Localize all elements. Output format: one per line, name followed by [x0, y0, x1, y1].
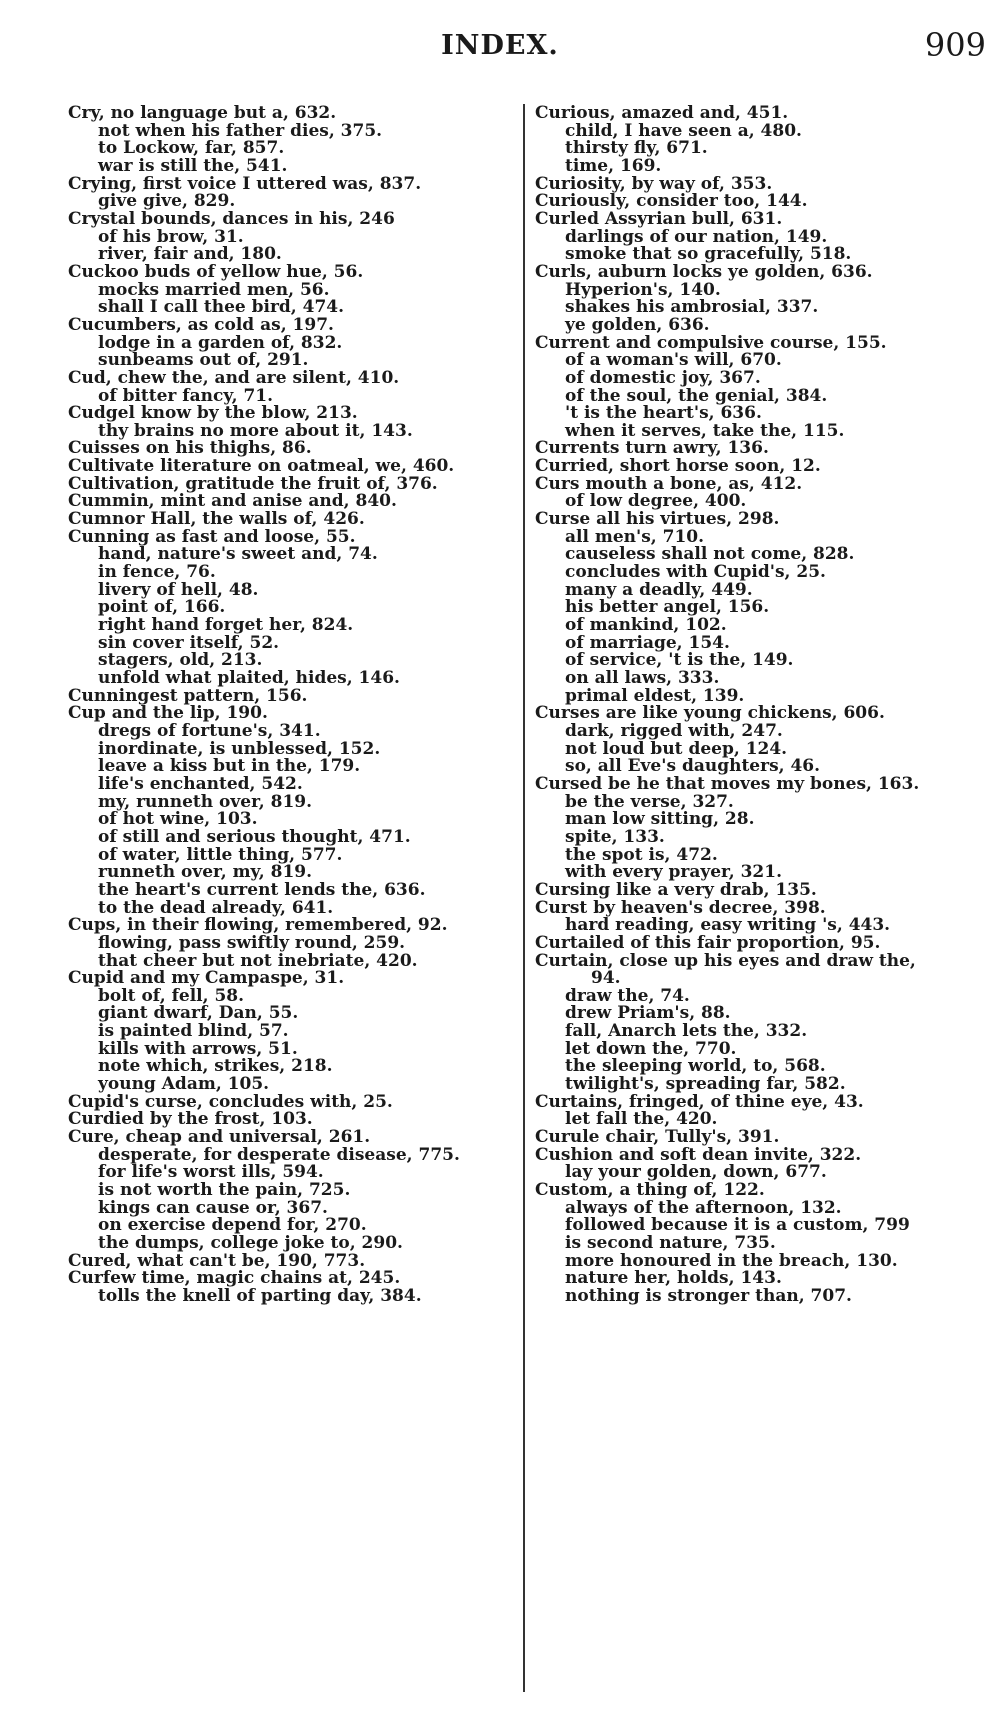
index-subentry: not loud but deep, 124.: [565, 738, 788, 759]
index-entry: Curs mouth a bone, as, 412.: [535, 473, 803, 494]
index-subentry: causeless shall not come, 828.: [565, 544, 855, 565]
index-subentry: war is still the, 541.: [98, 155, 288, 176]
index-subentry: on exercise depend for, 270.: [98, 1215, 367, 1236]
index-entry: Cuisses on his thighs, 86.: [68, 438, 312, 459]
index-subentry: thy brains no more about it, 143.: [98, 420, 413, 441]
index-subentry: always of the afternoon, 132.: [565, 1197, 842, 1218]
index-subentry: fall, Anarch lets the, 332.: [565, 1021, 808, 1042]
index-subentry: 94.: [591, 968, 621, 989]
index-subentry: of service, 't is the, 149.: [565, 650, 794, 671]
index-entry: Cup and the lip, 190.: [68, 703, 268, 724]
index-subentry: mocks married men, 56.: [98, 279, 330, 300]
index-entry: Curried, short horse soon, 12.: [535, 456, 821, 477]
index-subentry: Hyperion's, 140.: [565, 279, 721, 300]
index-subentry: bolt of, fell, 58.: [98, 985, 245, 1006]
index-subentry: darlings of our nation, 149.: [565, 226, 828, 247]
index-subentry: of water, little thing, 577.: [98, 844, 343, 865]
index-entry: Cursed be he that moves my bones, 163.: [535, 773, 920, 794]
index-subentry: all men's, 710.: [565, 526, 705, 547]
index-entry: Cups, in their flowing, remembered, 92.: [68, 915, 448, 936]
index-subentry: livery of hell, 48.: [98, 579, 259, 600]
index-entry: Curtailed of this fair proportion, 95.: [535, 932, 881, 953]
index-subentry: nothing is stronger than, 707.: [565, 1285, 852, 1306]
index-subentry: drew Priam's, 88.: [565, 1003, 731, 1024]
index-subentry: time, 169.: [565, 155, 662, 176]
index-subentry: the dumps, college joke to, 290.: [98, 1233, 403, 1253]
index-entry: Curule chair, Tully's, 391.: [535, 1127, 780, 1148]
index-entry: Curious, amazed and, 451.: [535, 103, 789, 123]
index-entry: Cured, what can't be, 190, 773.: [68, 1250, 366, 1271]
index-subentry: primal eldest, 139.: [565, 685, 745, 706]
index-subentry: that cheer but not inebriate, 420.: [98, 950, 418, 971]
index-subentry: my, runneth over, 819.: [98, 791, 313, 812]
index-subentry: hand, nature's sweet and, 74.: [98, 544, 378, 565]
index-entry: Cushion and soft dean invite, 322.: [535, 1144, 862, 1165]
index-entry: Curses are like young chickens, 606.: [535, 703, 885, 724]
index-subentry: nature her, holds, 143.: [565, 1268, 782, 1289]
index-subentry: of marriage, 154.: [565, 632, 730, 653]
index-subentry: river, fair and, 180.: [98, 244, 282, 265]
index-entry: Cursing like a very drab, 135.: [535, 879, 817, 900]
index-subentry: in fence, 76.: [98, 562, 216, 583]
index-entry: Cunningest pattern, 156.: [68, 685, 308, 706]
index-entry: Crystal bounds, dances in his, 246: [68, 208, 395, 229]
index-entry: Cupid's curse, concludes with, 25.: [68, 1091, 393, 1112]
index-subentry: note which, strikes, 218.: [98, 1056, 333, 1077]
index-entry: Curst by heaven's decree, 398.: [535, 897, 826, 918]
index-entry: Cumnor Hall, the walls of, 426.: [68, 509, 365, 530]
index-subentry: giant dwarf, Dan, 55.: [98, 1003, 299, 1024]
index-subentry: right hand forget her, 824.: [98, 615, 354, 636]
index-entry: Curdied by the frost, 103.: [68, 1109, 313, 1130]
index-subentry: shall I call thee bird, 474.: [98, 297, 345, 318]
index-subentry: thirsty fly, 671.: [565, 138, 708, 159]
index-subentry: with every prayer, 321.: [565, 862, 782, 883]
index-entry: Cultivation, gratitude the fruit of, 376.: [68, 473, 438, 494]
index-entry: Cucumbers, as cold as, 197.: [68, 314, 334, 335]
index-subentry: for life's worst ills, 594.: [98, 1162, 324, 1183]
index-subentry: draw the, 74.: [565, 985, 690, 1006]
index-subentry: more honoured in the breach, 130.: [565, 1250, 898, 1271]
index-entry: Currents turn awry, 136.: [535, 438, 769, 459]
index-subentry: of his brow, 31.: [98, 226, 244, 247]
index-entry: Cudgel know by the blow, 213.: [68, 403, 358, 424]
index-entry: Crying, first voice I uttered was, 837.: [68, 173, 422, 194]
index-entry: Custom, a thing of, 122.: [535, 1180, 765, 1201]
index-entry: Cummin, mint and anise and, 840.: [68, 491, 397, 512]
index-subentry: stagers, old, 213.: [98, 650, 263, 671]
right-index-column: [535, 105, 1000, 1306]
index-subentry: of domestic joy, 367.: [565, 367, 761, 388]
index-subentry: unfold what plaited, hides, 146.: [98, 668, 400, 688]
page-title: INDEX.: [441, 30, 559, 61]
index-subentry: his better angel, 156.: [565, 597, 770, 618]
left-index-column: [68, 105, 523, 1306]
index-subentry: runneth over, my, 819.: [98, 862, 313, 883]
index-subentry: of hot wine, 103.: [98, 809, 258, 830]
index-subentry: spite, 133.: [565, 826, 665, 847]
index-subentry: when it serves, take the, 115.: [565, 420, 845, 441]
index-subentry: the heart's current lends the, 636.: [98, 879, 426, 900]
index-subentry: to the dead already, 641.: [98, 897, 334, 918]
index-entry: Curfew time, magic chains at, 245.: [68, 1268, 401, 1289]
index-subentry: child, I have seen a, 480.: [565, 120, 802, 141]
index-subentry: of a woman's will, 670.: [565, 350, 782, 371]
index-subentry: ye golden, 636.: [565, 314, 710, 335]
index-subentry: on all laws, 333.: [565, 668, 720, 688]
index-subentry: is painted blind, 57.: [98, 1021, 289, 1042]
index-entry: Curled Assyrian bull, 631.: [535, 208, 783, 229]
index-subentry: let fall the, 420.: [565, 1109, 718, 1130]
index-entry: Cry, no language but a, 632.: [68, 103, 337, 123]
index-subentry: not when his father dies, 375.: [98, 120, 383, 141]
index-subentry: the spot is, 472.: [565, 844, 718, 865]
index-subentry: lay your golden, down, 677.: [565, 1162, 827, 1183]
index-subentry: is second nature, 735.: [565, 1233, 776, 1253]
index-subentry: young Adam, 105.: [98, 1074, 270, 1095]
index-subentry: give give, 829.: [98, 191, 236, 212]
index-entry: Curse all his virtues, 298.: [535, 509, 780, 530]
index-entry: Curiously, consider too, 144.: [535, 191, 808, 212]
index-entry: Curtains, fringed, of thine eye, 43.: [535, 1091, 864, 1112]
index-subentry: shakes his ambrosial, 337.: [565, 297, 819, 318]
index-subentry: to Lockow, far, 857.: [98, 138, 285, 159]
index-entry: Cultivate literature on oatmeal, we, 460.: [68, 456, 455, 477]
index-subentry: kings can cause or, 367.: [98, 1197, 328, 1218]
index-entry: Cud, chew the, and are silent, 410.: [68, 367, 400, 388]
index-entry: Current and compulsive course, 155.: [535, 332, 887, 353]
index-subentry: of mankind, 102.: [565, 615, 727, 636]
index-subentry: the sleeping world, to, 568.: [565, 1056, 826, 1077]
index-subentry: is not worth the pain, 725.: [98, 1180, 351, 1201]
column-divider: [523, 104, 525, 1692]
index-subentry: many a deadly, 449.: [565, 579, 753, 600]
index-subentry: kills with arrows, 51.: [98, 1038, 298, 1059]
index-entry: Curiosity, by way of, 353.: [535, 173, 773, 194]
index-subentry: of bitter fancy, 71.: [98, 385, 274, 406]
index-entry: Cure, cheap and universal, 261.: [68, 1127, 371, 1148]
index-subentry: twilight's, spreading far, 582.: [565, 1074, 846, 1095]
index-subentry: so, all Eve's daughters, 46.: [565, 756, 821, 777]
index-subentry: flowing, pass swiftly round, 259.: [98, 932, 406, 953]
index-subentry: dark, rigged with, 247.: [565, 720, 783, 741]
page-number: 909: [924, 26, 986, 64]
index-subentry: man low sitting, 28.: [565, 809, 755, 830]
index-subentry: leave a kiss but in the, 179.: [98, 756, 361, 777]
page-header: [0, 26, 1000, 70]
index-subentry: of the soul, the genial, 384.: [565, 385, 828, 406]
index-subentry: inordinate, is unblessed, 152.: [98, 738, 381, 759]
index-entry: Cuckoo buds of yellow hue, 56.: [68, 261, 364, 282]
index-subentry: tolls the knell of parting day, 384.: [98, 1285, 422, 1306]
index-subentry: sunbeams out of, 291.: [98, 350, 309, 371]
index-subentry: dregs of fortune's, 341.: [98, 720, 321, 741]
index-subentry: life's enchanted, 542.: [98, 773, 303, 794]
index-subentry: lodge in a garden of, 832.: [98, 332, 343, 353]
index-subentry: concludes with Cupid's, 25.: [565, 562, 826, 583]
index-entry: Cupid and my Campaspe, 31.: [68, 968, 345, 989]
index-entry: Curtain, close up his eyes and draw the,: [535, 950, 916, 971]
index-subentry: smoke that so gracefully, 518.: [565, 244, 852, 265]
index-subentry: desperate, for desperate disease, 775.: [98, 1144, 460, 1165]
index-subentry: point of, 166.: [98, 597, 226, 618]
index-entry: Curls, auburn locks ye golden, 636.: [535, 261, 873, 282]
index-entry: Cunning as fast and loose, 55.: [68, 526, 356, 547]
index-subentry: of low degree, 400.: [565, 491, 747, 512]
index-subentry: let down the, 770.: [565, 1038, 737, 1059]
index-subentry: followed because it is a custom, 799: [565, 1215, 910, 1236]
index-subentry: hard reading, easy writing 's, 443.: [565, 915, 891, 936]
index-subentry: be the verse, 327.: [565, 791, 734, 812]
index-subentry: 't is the heart's, 636.: [565, 403, 762, 424]
index-subentry: of still and serious thought, 471.: [98, 826, 411, 847]
index-subentry: sin cover itself, 52.: [98, 632, 280, 653]
